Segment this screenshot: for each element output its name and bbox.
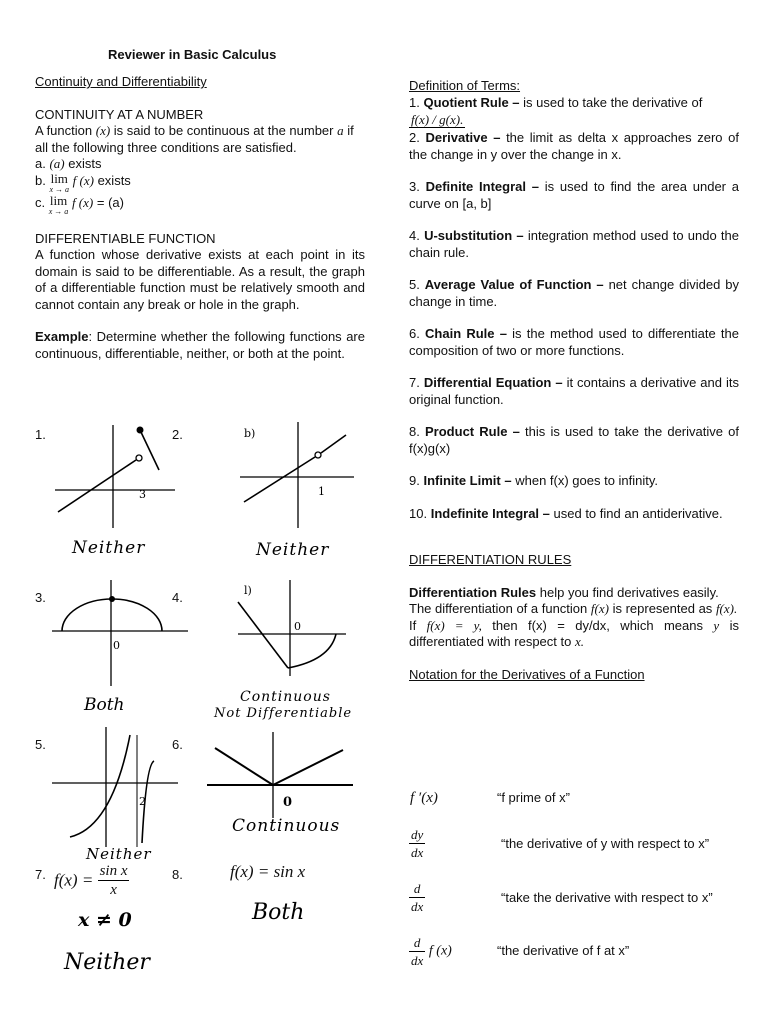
term-9: 9. Infinite Limit – when f(x) goes to infinity. [409,473,659,489]
condition-a: a. (a) exists [35,156,102,171]
item-8-formula: f(x) = sin x [230,862,306,881]
diff-rules-intro: Differentiation Rules help you find derivatives easily. [409,584,719,600]
notation-2-symbol: $\frac{dy}{dx}$ [411,827,424,860]
graph-2 [236,420,356,530]
graph-5-tick: 2 [139,795,146,808]
graph-4-tick: 0 [294,620,301,633]
condition-c: c. lim x → a f (x) = (a) [35,192,124,216]
graph-5 [50,725,180,850]
term-1: 1. Quotient Rule – is used to take the derivative of [409,94,703,110]
item-8-answer: Both [252,900,305,925]
graph-number-6: 6. [172,737,183,752]
diff-rules-p3: If f(x) = y, then f(x) = dy/dx, which means y is differentiated with respect to x. [409,617,739,650]
item-7-answer: Neither [64,950,150,975]
diff-rules-p2: The differentiation of a function f(x) is represented as f(x). [409,601,738,617]
notation-4-meaning: “the derivative of f at x” [497,943,630,958]
diff-rules-heading: DIFFERENTIATION RULES [409,552,572,568]
item-7-number: 7. [35,867,46,882]
notation-4-symbol: $\frac{d}{dx}$ f (x) [411,935,452,968]
definition-heading: Definition of Terms: [409,78,521,93]
graph-number-4: 4. [172,590,183,605]
notation-3-symbol: $\frac{d}{dx}$ [411,881,424,914]
term-10: 10. Indefinite Integral – used to find an antiderivative. [409,505,723,521]
graph-number-3: 3. [35,590,46,605]
term-2: 2. Derivative – the limit as delta x approaches zero of the change in y over the change in x. [409,130,739,162]
graph-3-tick: 0 [113,639,120,652]
item-8-number: 8. [172,867,183,882]
graph-3 [50,578,190,688]
term-3: 3. Definite Integral – is used to find the area under a curve on [a, b] [409,179,739,211]
term-8: 8. Product Rule – this is used to take the derivative of f(x)g(x) [409,424,739,456]
graph-4-answer-line1: Continuous [240,689,331,705]
graph-2-tick: 1 [318,485,325,498]
graph-2-answer: Neither [256,540,330,560]
graph-3-answer: Both [84,695,125,715]
page-title: Reviewer in Basic Calculus [108,47,277,62]
graph-1 [50,420,180,530]
term-7: 7. Differential Equation – it contains a derivative and its original function. [409,375,739,407]
graph-6 [205,730,355,820]
item-7-formula: f(x) = $\frac{\text{sin x}}{x}$ [54,863,128,898]
graph-1-answer: Neither [72,538,146,558]
graph-number-2: 2. [172,427,183,442]
right-column [409,78,739,683]
graph-4-answer-line2: Not Differentiable [214,706,353,721]
notation-2-meaning: “the derivative of y with respect to x” [501,836,710,851]
graph-4 [230,578,350,678]
graph-6-answer: Continuous [232,816,341,836]
graph-number-5: 5. [35,737,46,752]
notation-1-symbol: f ′(x) [410,790,438,806]
graph-4-corner: l) [244,584,252,597]
continuity-heading: CONTINUITY AT A NUMBER [35,106,204,122]
term-5: 5. Average Value of Function – net change divided by change in time. [409,277,739,309]
graph-6-tick: 0 [283,795,293,810]
item-7-note: x ≠ 0 [78,909,132,931]
notation-3-meaning: “take the derivative with respect to x” [501,890,713,905]
notation-heading: Notation for the Derivatives of a Function [409,666,645,682]
term-6: 6. Chain Rule – is the method used to differentiate the composition of two or more functions. [409,326,739,358]
notation-1-meaning: “f prime of x” [497,790,570,805]
section-heading: Continuity and Differentiability [35,74,207,89]
graph-number-1: 1. [35,427,46,442]
differentiable-text: A function whose derivative exists at each point in its domain is said to be differentiable. As a result, the graph of a differentiable function must be relatively smooth and cannot contain any break or hole in the graph. [35,247,365,312]
term-4: 4. U-substitution – integration method used to undo the chain rule. [409,228,739,260]
left-column [35,74,365,362]
graph-1-tick: 3 [139,488,146,501]
term-1-fraction: f(x) / g(x). [411,112,464,128]
condition-b: b. lim x → a f (x) exists [35,170,131,194]
continuity-intro: A function (x) is said to be continuous at the number a if all the following three conditions are satisfied. [35,123,354,155]
example-text: Example: Determine whether the following functions are continuous, differentiable, neither, or both at the point. [35,329,365,361]
graph-2-corner: b) [244,427,256,440]
differentiable-heading: DIFFERENTIABLE FUNCTION [35,230,216,246]
graph-5-answer: Neither [86,845,152,863]
